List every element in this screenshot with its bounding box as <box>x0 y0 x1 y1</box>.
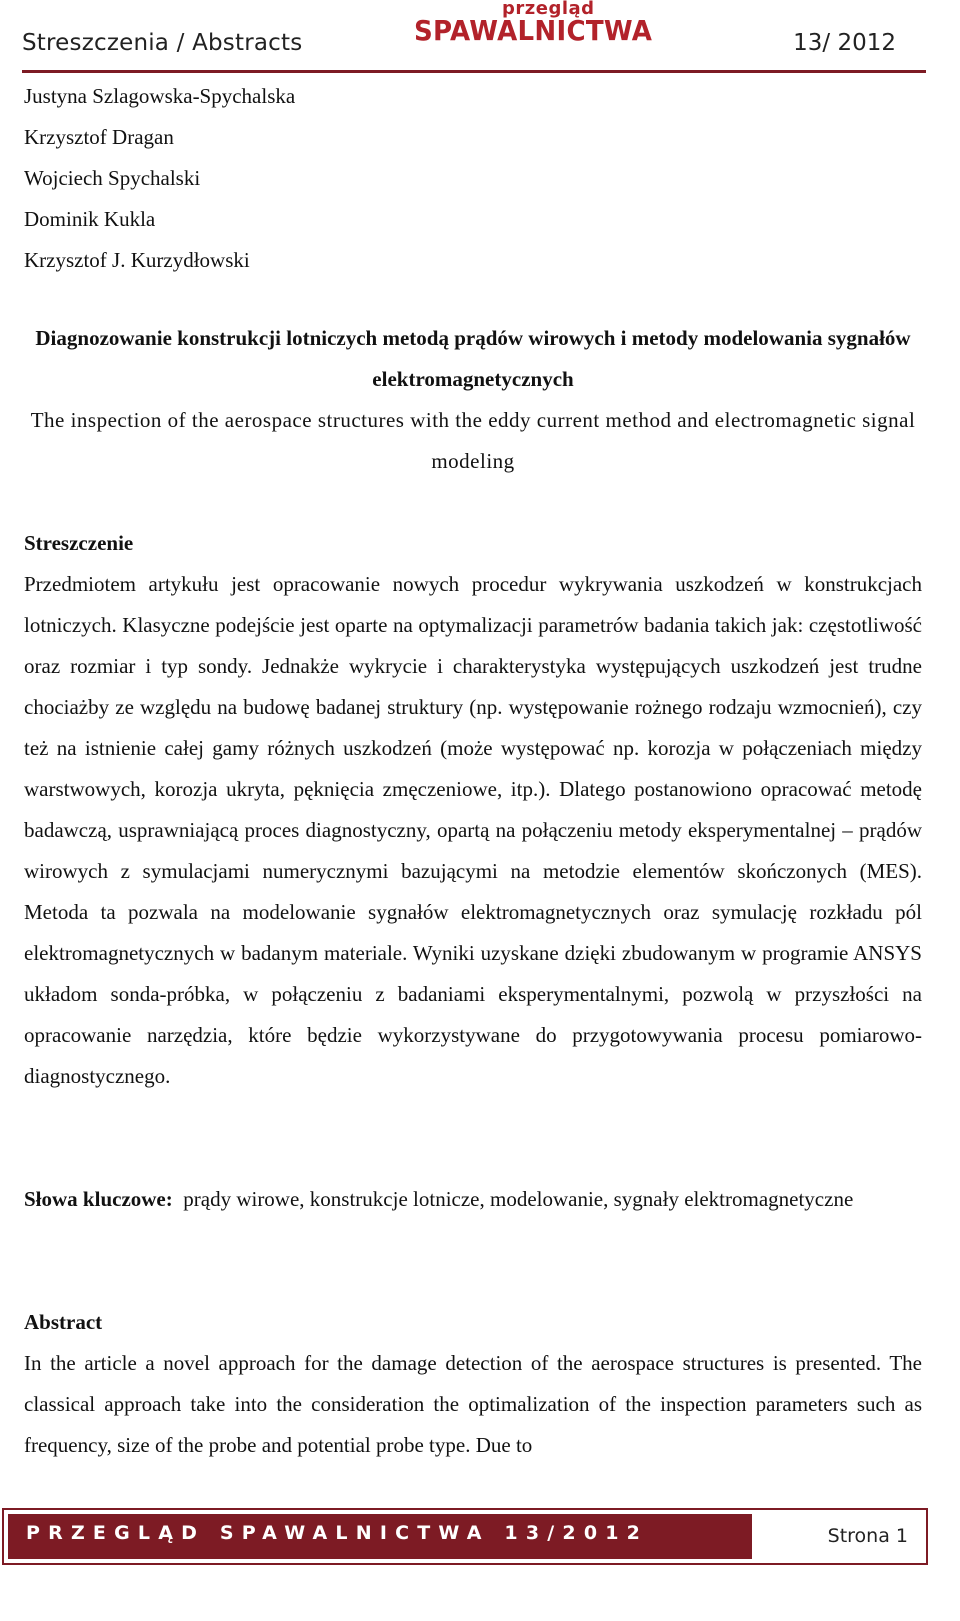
author: Krzysztof J. Kurzydłowski <box>24 248 250 272</box>
page-number: Strona 1 <box>827 1525 908 1547</box>
title-english: The inspection of the aerospace structures with the eddy current method and electromagnetic signal modeling <box>30 408 916 473</box>
footer-journal-bar <box>8 1514 752 1559</box>
logo-top-text: przegląd <box>502 0 595 19</box>
keywords-line <box>24 1179 922 1220</box>
footer-page-box <box>756 1514 922 1559</box>
footer-journal-text: PRZEGLĄD SPAWALNICTWA 13/2012 <box>26 1522 649 1544</box>
logo-main-text: SPAWALNICTWA <box>414 14 653 47</box>
author: Wojciech Spychalski <box>24 166 201 190</box>
title-polish: Diagnozowanie konstrukcji lotniczych metodą prądów wirowych i metody modelowania sygnałów elektromagnetycznych <box>35 326 911 391</box>
section-label: Streszczenia / Abstracts <box>22 30 303 56</box>
author: Justyna Szlagowska-Spychalska <box>24 84 296 108</box>
abstract-heading: Abstract <box>24 1310 103 1334</box>
author: Krzysztof Dragan <box>24 125 174 149</box>
keywords-text: prądy wirowe, konstrukcje lotnicze, modelowanie, sygnały elektromagnetyczne <box>183 1187 854 1211</box>
streszczenie-heading: Streszczenie <box>24 531 134 555</box>
author: Dominik Kukla <box>24 207 156 231</box>
header-divider <box>22 70 926 73</box>
author-list <box>24 76 295 281</box>
page-footer <box>2 1508 928 1565</box>
page-header <box>22 0 926 74</box>
keywords-label: Słowa kluczowe: <box>24 1187 173 1211</box>
issue-number: 13/ 2012 <box>793 30 896 56</box>
abstract-text: In the article a novel approach for the damage detection of the aerospace structures is presented. The classical approach take into the consideration the optimalization of the inspection parameters such as frequency, size of the probe and potential probe type. Due to <box>24 1351 922 1457</box>
journal-logo <box>414 0 653 56</box>
streszczenie-text: Przedmiotem artykułu jest opracowanie nowych procedur wykrywania uszkodzeń w konstrukcjach lotniczych. Klasyczne podejście jest oparte na optymalizacji parametrów badania takich jak: częstotliwość oraz rozmiar i typ sondy. Jednakże wykrycie i charakterystyka występujących uszkodzeń jest trudne chociażby ze względu na budowę badanej struktury (np. występowanie rożnego rodzaju wzmocnień), czy też na istnienie całej gamy różnych uszkodzeń (może występować np. korozja w połączeniach między warstwowych, korozja ukryta, pęknięcia zmęczeniowe, itp.). Dlatego postanowiono opracować metodę badawczą, usprawniającą proces diagnostyczny, opartą na połączeniu metody eksperymentalnej – prądów wirowych z symulacjami numerycznymi bazującymi na metodzie elementów skończonych (MES). Metoda ta pozwala na modelowanie sygnałów elektromagnetycznych oraz symulację rozkładu pól elektromagnetycznych w badanym materiale. Wyniki uzyskane dzięki zbudowanym w programie ANSYS układom sonda-próbka, w połączeniu z badaniami eksperymentalnymi, pozwolą w przyszłości na opracowanie narzędzia, które będzie wykorzystywane do przygotowywania procesu pomiarowo-diagnostycznego. <box>24 572 922 1088</box>
